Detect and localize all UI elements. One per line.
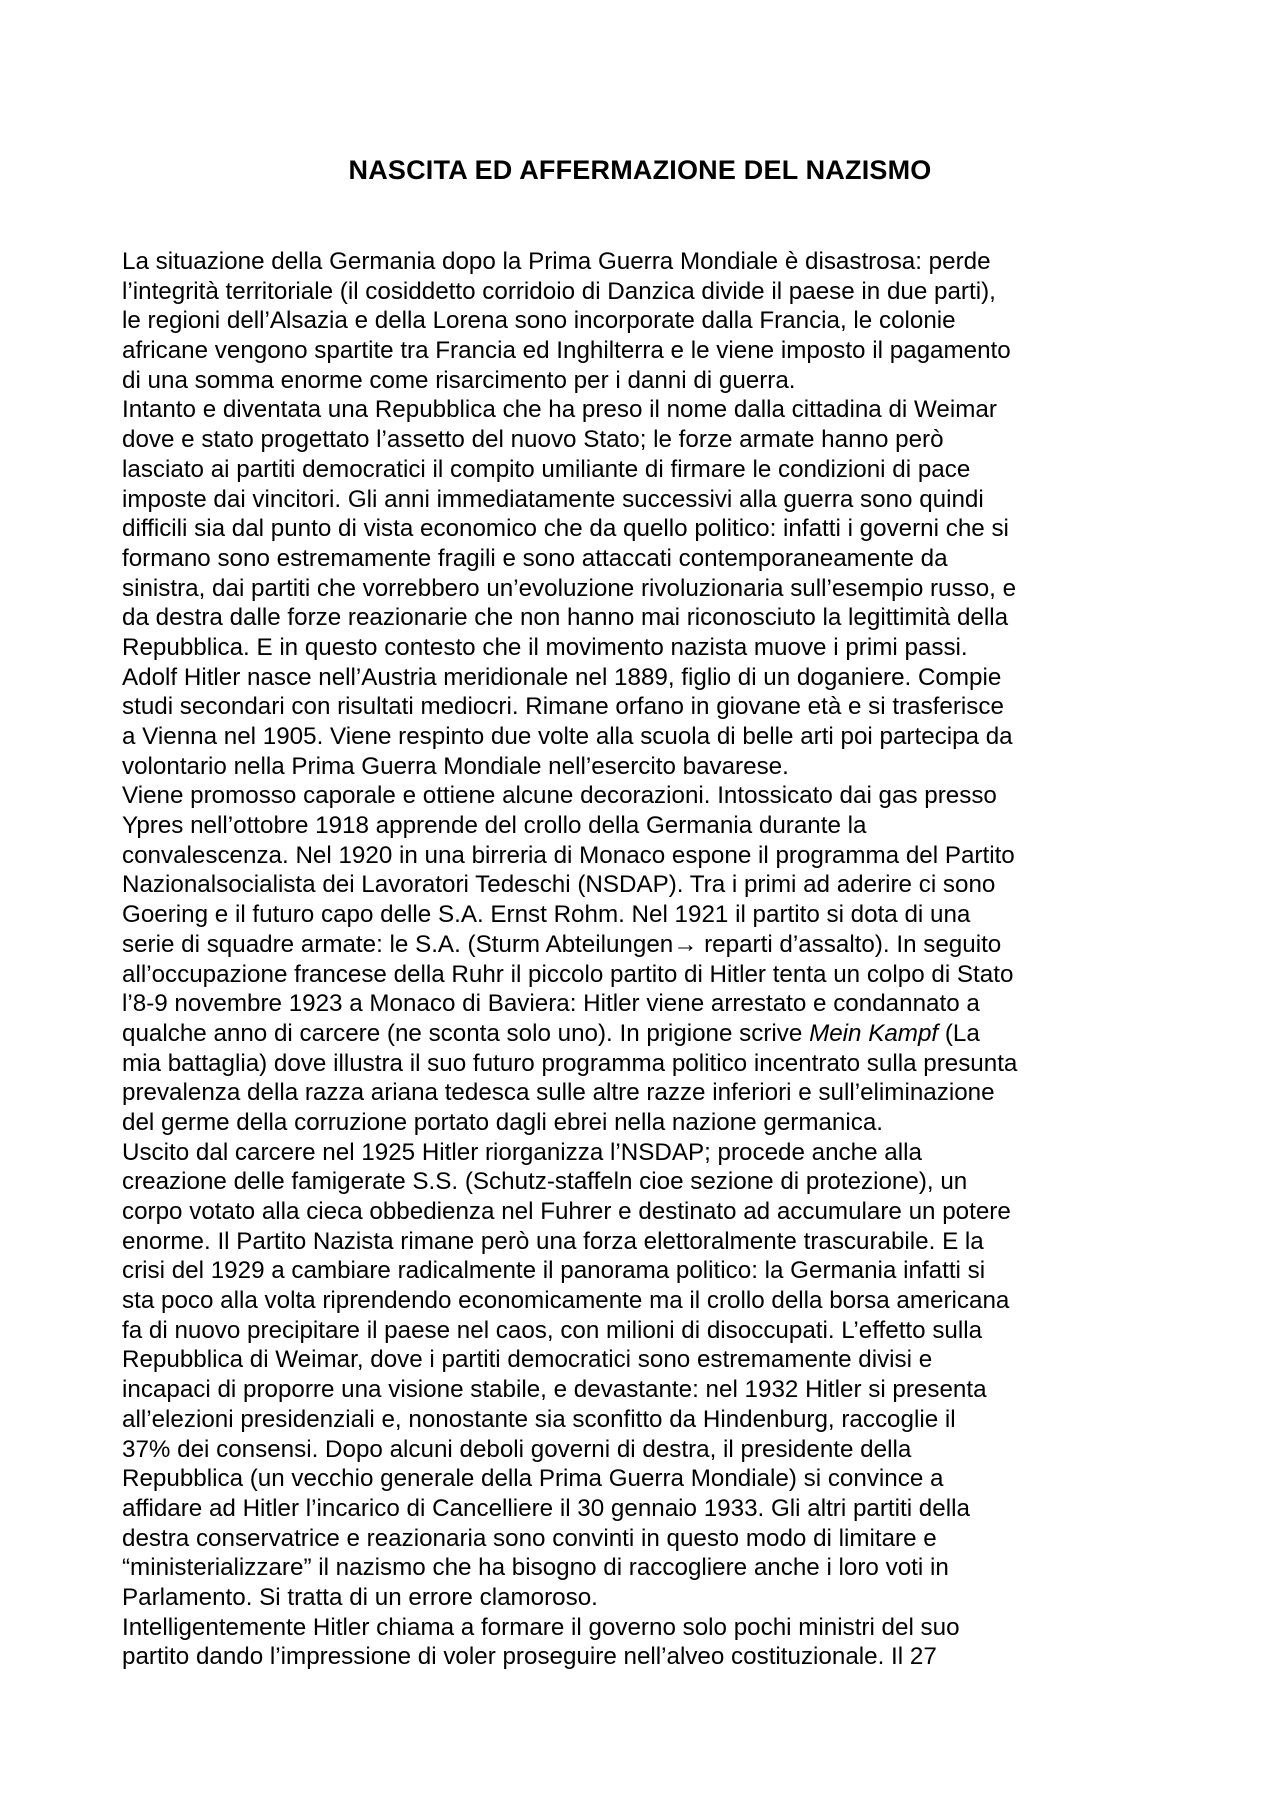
text-line: Nazionalsocialista dei Lavoratori Tedeschi (NSDAP). Tra i primi ad aderire ci sono — [122, 871, 996, 899]
document-body — [122, 247, 1122, 1672]
text-line: prevalenza della razza ariana tedesca sulle altre razze inferiori e sull’eliminazione — [122, 1079, 995, 1107]
text-line: studi secondari con risultati mediocri. Rimane orfano in giovane età e si trasferisce — [122, 693, 1004, 721]
text-line: del germe della corruzione portato dagli ebrei nella nazione germanica. — [122, 1108, 884, 1136]
document-title: NASCITA ED AFFERMAZIONE DEL NAZISMO — [348, 155, 932, 185]
text-line: sta poco alla volta riprendendo economicamente ma il crollo della borsa americana — [122, 1287, 1010, 1315]
text-line: creazione delle famigerate S.S. (Schutz-staffeln cioe sezione di protezione), un — [122, 1168, 968, 1196]
text-line: La situazione della Germania dopo la Prima Guerra Mondiale è disastrosa: perde — [122, 248, 991, 275]
text-line: crisi del 1929 a cambiare radicalmente il panorama politico: la Germania infatti si — [122, 1257, 986, 1285]
text-line: 37% dei consensi. Dopo alcuni deboli governi di destra, il presidente della — [122, 1435, 912, 1463]
text-line: volontario nella Prima Guerra Mondiale nell’esercito bavarese. — [122, 752, 789, 780]
text-line: lasciato ai partiti democratici il compito umiliante di firmare le condizioni di pace — [122, 455, 971, 483]
text-line: le regioni dell’Alsazia e della Lorena sono incorporate dalla Francia, le colonie — [122, 307, 956, 335]
text-line: Repubblica (un vecchio generale della Prima Guerra Mondiale) si convince a — [122, 1465, 944, 1493]
text-segment: (La — [938, 1019, 980, 1047]
text-line: Intelligentemente Hitler chiama a formare il governo solo pochi ministri del suo — [122, 1613, 960, 1641]
text-line: affidare ad Hitler l’incarico di Cancelliere il 30 gennaio 1933. Gli altri partiti della — [122, 1494, 970, 1522]
text-line: all’occupazione francese della Ruhr il piccolo partito di Hitler tenta un colpo di Stato — [122, 960, 1014, 988]
text-line: dove e stato progettato l’assetto del nuovo Stato; le forze armate hanno però — [122, 426, 944, 454]
text-line: Repubblica di Weimar, dove i partiti democratici sono estremamente divisi e — [122, 1346, 933, 1374]
text-line: serie di squadre armate: le S.A. (Sturm Abteilungen→ reparti d’assalto). In seguito — [122, 930, 1002, 958]
text-line: Intanto e diventata una Repubblica che ha preso il nome dalla cittadina di Weimar — [122, 396, 997, 424]
text-line: difficili sia dal punto di vista economico che da quello politico: infatti i governi che si — [122, 515, 1009, 543]
text-line: l’8-9 novembre 1923 a Monaco di Baviera: Hitler viene arrestato e condannato a — [122, 990, 980, 1018]
text-line: a Vienna nel 1905. Viene respinto due volte alla scuola di belle arti poi partecipa da — [122, 723, 1013, 750]
text-segment: qualche anno di carcere (ne sconta solo uno). In prigione scrive — [122, 1019, 810, 1047]
text-line: Uscito dal carcere nel 1925 Hitler riorganizza l’NSDAP; procede anche alla — [122, 1138, 922, 1166]
text-line: partito dando l’impressione di voler proseguire nell’alveo costituzionale. Il 27 — [122, 1643, 937, 1671]
text-line: imposte dai vincitori. Gli anni immediatamente successivi alla guerra sono quindi — [122, 485, 984, 513]
text-line: africane vengono spartite tra Francia ed Inghilterra e le viene imposto il pagamento — [122, 337, 1011, 365]
text-line: da destra dalle forze reazionarie che non hanno mai riconosciuto la legittimità della — [122, 604, 1009, 632]
text-line: corpo votato alla cieca obbedienza nel Fuhrer e destinato ad accumulare un potere — [122, 1198, 1011, 1225]
text-line: formano sono estremamente fragili e sono attaccati contemporaneamente da — [122, 544, 948, 572]
text-line: all’elezioni presidenziali e, nonostante sia sconfitto da Hindenburg, raccoglie il — [122, 1405, 956, 1433]
text-line — [122, 1019, 1122, 1049]
text-line: Viene promosso caporale e ottiene alcune decorazioni. Intossicato dai gas presso — [122, 782, 997, 810]
text-line: Adolf Hitler nasce nell’Austria meridionale nel 1889, figlio di un doganiere. Compie — [122, 663, 1002, 691]
text-line: destra conservatrice e reazionaria sono convinti in questo modo di limitare e — [122, 1524, 937, 1552]
text-line: enorme. Il Partito Nazista rimane però una forza elettoralmente trascurabile. E la — [122, 1227, 984, 1255]
text-line: Goering e il futuro capo delle S.A. Ernst Rohm. Nel 1921 il partito si dota di una — [122, 901, 971, 929]
text-line: convalescenza. Nel 1920 in una birreria di Monaco espone il programma del Partito — [122, 841, 1015, 869]
book-title-italic: Mein Kampf — [809, 1019, 939, 1047]
text-line: l’integrità territoriale (il cosiddetto corridoio di Danzica divide il paese in due parti), — [122, 277, 996, 305]
text-line: Repubblica. E in questo contesto che il movimento nazista muove i primi passi. — [122, 633, 968, 661]
text-line: “ministerializzare” il nazismo che ha bisogno di raccogliere anche i loro voti in — [122, 1554, 949, 1582]
text-line: incapaci di proporre una visione stabile, e devastante: nel 1932 Hitler si presenta — [122, 1376, 987, 1404]
text-line: fa di nuovo precipitare il paese nel caos, con milioni di disoccupati. L’effetto sulla — [122, 1316, 983, 1344]
text-line: Ypres nell’ottobre 1918 apprende del crollo della Germania durante la — [122, 812, 867, 840]
text-line: di una somma enorme come risarcimento per i danni di guerra. — [122, 366, 796, 394]
text-line: mia battaglia) dove illustra il suo futuro programma politico incentrato sulla presunta — [122, 1049, 1018, 1077]
text-line: Parlamento. Si tratta di un errore clamoroso. — [122, 1583, 598, 1611]
text-line: sinistra, dai partiti che vorrebbero un’evoluzione rivoluzionaria sull’esempio russo, e — [122, 574, 1017, 602]
